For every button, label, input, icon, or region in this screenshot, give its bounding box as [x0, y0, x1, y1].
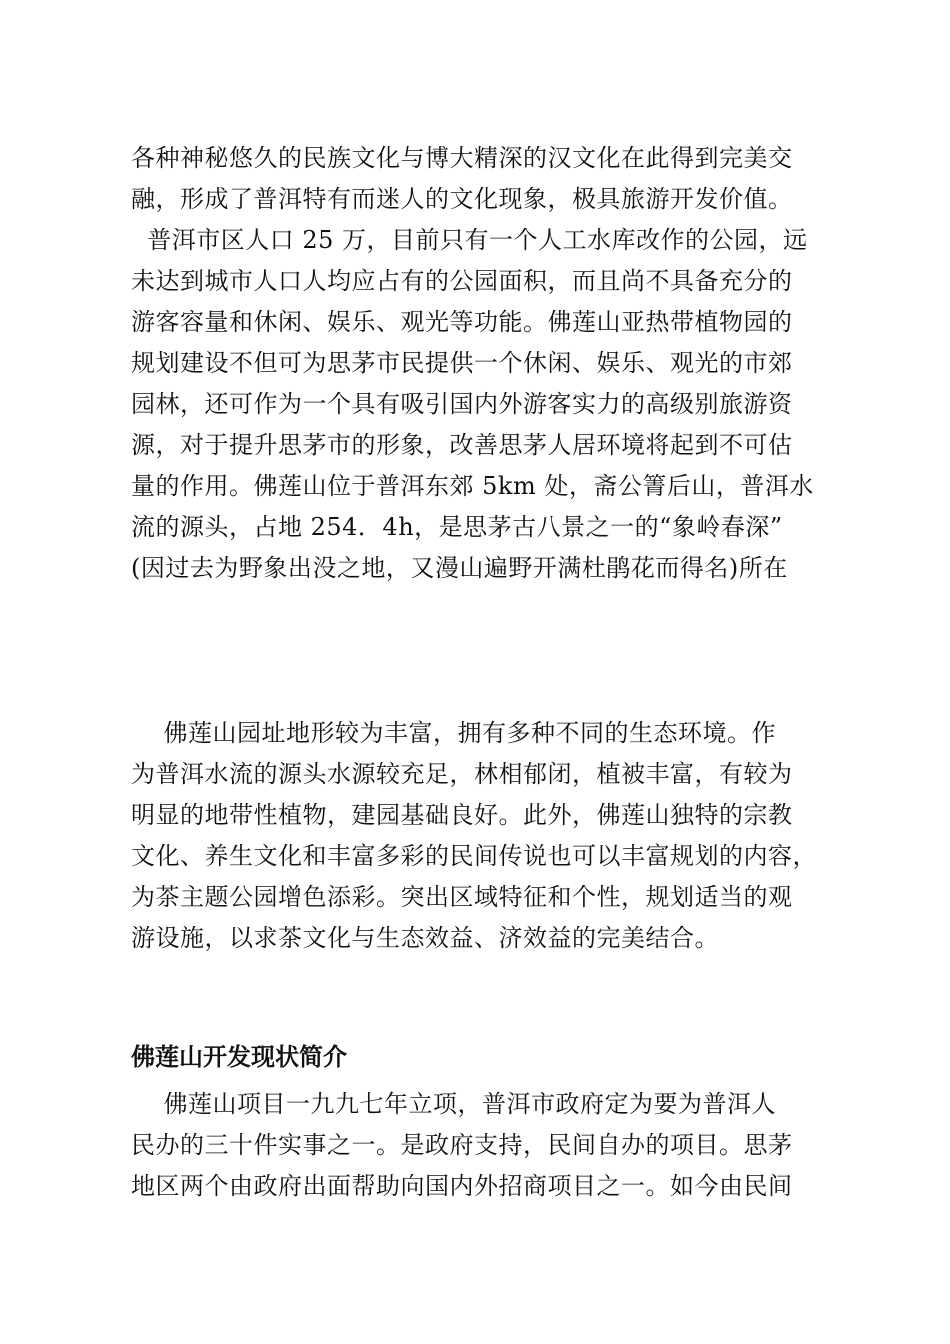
paragraph-project: [131, 1084, 831, 1207]
text-line: 游客容量和休闲、娱乐、观光等功能。佛莲山亚热带植物园的: [131, 308, 793, 336]
text-line: 规划建设不但可为思茅市民提供一个休闲、娱乐、观光的市郊: [131, 349, 793, 377]
text-line: 为茶主题公园增色添彩。突出区域特征和个性，规划适当的观: [131, 883, 793, 911]
text-line: 游设施，以求茶文化与生态效益、济效益的完美结合。: [131, 924, 719, 952]
text-line: 各种神秘悠久的民族文化与博大精深的汉文化在此得到完美交: [131, 144, 793, 172]
text-line: 量的作用。佛莲山位于普洱东郊 5km 处，斋公箐后山，普洱水: [131, 472, 814, 500]
text-line: 融，形成了普洱特有而迷人的文化现象，极具旅游开发价值。: [131, 185, 793, 213]
text-line: 佛莲山园址地形较为丰富，拥有多种不同的生态环境。作: [131, 719, 777, 747]
text-line: 民办的三十件实事之一。是政府支持，民间自办的项目。思茅: [131, 1131, 793, 1159]
paragraph-terrain: [131, 713, 831, 959]
text-line: 园林，还可作为一个具有吸引国内外游客实力的高级别旅游资: [131, 390, 793, 418]
text-line: 文化、养生文化和丰富多彩的民间传说也可以丰富规划的内容，: [131, 842, 817, 870]
text-line: 流的源头，占地 254．4h，是思茅古八景之一的“象岭春深”: [131, 513, 783, 541]
text-line: 未达到城市人口人均应占有的公园面积，而且尚不具备充分的: [131, 267, 793, 295]
text-line: 佛莲山项目一九九七年立项，普洱市政府定为要为普洱人: [131, 1090, 777, 1118]
text-line: 源，对于提升思茅市的形象，改善思茅人居环境将起到不可估: [131, 431, 793, 459]
paragraph-intro: [131, 138, 831, 589]
text-line: 地区两个由政府出面帮助向国内外招商项目之一。如今由民间: [131, 1172, 793, 1200]
section-heading: 佛莲山开发现状简介: [131, 1043, 347, 1071]
text-line: (因过去为野象出没之地，又漫山遍野开满杜鹃花而得名)所在: [131, 554, 788, 582]
text-line: 明显的地带性植物，建园基础良好。此外，佛莲山独特的宗教: [131, 801, 793, 829]
text-line: 为普洱水流的源头水源较充足，林相郁闭，植被丰富，有较为: [131, 760, 793, 788]
text-line: 普洱市区人口 25 万，目前只有一个人工水库改作的公园，远: [131, 226, 808, 254]
